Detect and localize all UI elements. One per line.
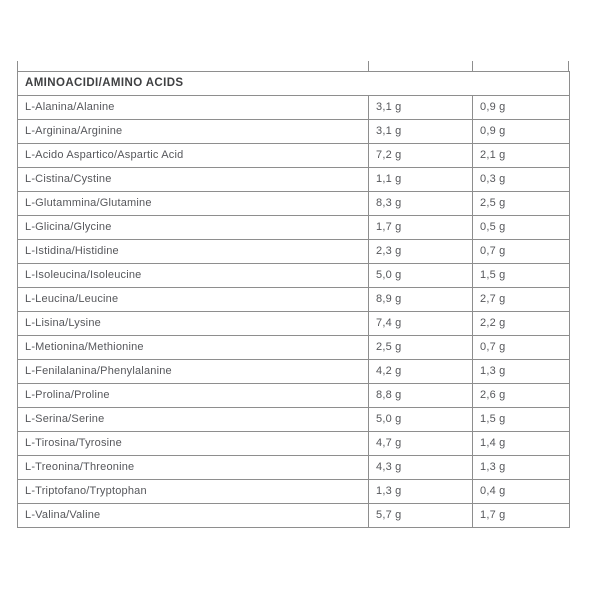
amount-col1-cell: 3,1 g: [369, 120, 473, 144]
amino-acid-name-cell: L-Alanina/Alanine: [18, 96, 369, 120]
amount-col1-cell: 8,3 g: [369, 192, 473, 216]
amount-col2-cell: 2,7 g: [473, 288, 570, 312]
amino-acid-name-cell: L-Triptofano/Tryptophan: [18, 480, 369, 504]
table-row: [18, 144, 570, 168]
amount-col1-cell: 4,7 g: [369, 432, 473, 456]
amino-acid-name-cell: L-Isoleucina/Isoleucine: [18, 264, 369, 288]
amino-acid-name-cell: L-Fenilalanina/Phenylalanine: [18, 360, 369, 384]
amount-col2-cell: 1,7 g: [473, 504, 570, 528]
table-row: [18, 456, 570, 480]
amino-acid-name-cell: L-Serina/Serine: [18, 408, 369, 432]
table-row: [18, 312, 570, 336]
amount-col2-cell: 2,6 g: [473, 384, 570, 408]
table-row: [18, 192, 570, 216]
amount-col2-cell: 1,3 g: [473, 360, 570, 384]
amino-acid-name-cell: L-Lisina/Lysine: [18, 312, 369, 336]
amount-col2-cell: 2,1 g: [473, 144, 570, 168]
table-header: AMINOACIDI/AMINO ACIDS: [18, 72, 570, 96]
amount-col2-cell: 1,3 g: [473, 456, 570, 480]
amino-acid-name-cell: L-Metionina/Methionine: [18, 336, 369, 360]
amino-acid-name-cell: L-Treonina/Threonine: [18, 456, 369, 480]
amino-acid-name-cell: L-Tirosina/Tyrosine: [18, 432, 369, 456]
amount-col1-cell: 7,4 g: [369, 312, 473, 336]
amount-col2-cell: 0,4 g: [473, 480, 570, 504]
table-row: [18, 168, 570, 192]
amount-col1-cell: 7,2 g: [369, 144, 473, 168]
amino-acid-name-cell: L-Cistina/Cystine: [18, 168, 369, 192]
amino-acid-name-cell: L-Arginina/Arginine: [18, 120, 369, 144]
table-row: [18, 264, 570, 288]
table-row: [18, 408, 570, 432]
amount-col1-cell: 2,5 g: [369, 336, 473, 360]
table-row: [18, 96, 570, 120]
amino-acid-name-cell: L-Glicina/Glycine: [18, 216, 369, 240]
amino-acid-name-cell: L-Istidina/Histidine: [18, 240, 369, 264]
amount-col2-cell: 0,9 g: [473, 96, 570, 120]
amount-col1-cell: 8,8 g: [369, 384, 473, 408]
table-header-row: [18, 72, 570, 96]
table-row: [18, 384, 570, 408]
amount-col2-cell: 0,7 g: [473, 240, 570, 264]
amount-col1-cell: 5,0 g: [369, 408, 473, 432]
amino-acid-name-cell: L-Leucina/Leucine: [18, 288, 369, 312]
amount-col1-cell: 1,3 g: [369, 480, 473, 504]
amount-col1-cell: 5,7 g: [369, 504, 473, 528]
table-row: [18, 216, 570, 240]
table-row: [18, 336, 570, 360]
table-row: [18, 288, 570, 312]
amount-col2-cell: 2,5 g: [473, 192, 570, 216]
table-row: [18, 120, 570, 144]
amount-col2-cell: 0,3 g: [473, 168, 570, 192]
amount-col1-cell: 1,7 g: [369, 216, 473, 240]
table-row: [18, 360, 570, 384]
amount-col2-cell: 0,5 g: [473, 216, 570, 240]
table-row: [18, 504, 570, 528]
amount-col2-cell: 1,5 g: [473, 408, 570, 432]
amount-col1-cell: 5,0 g: [369, 264, 473, 288]
amount-col2-cell: 2,2 g: [473, 312, 570, 336]
amount-col1-cell: 2,3 g: [369, 240, 473, 264]
amount-col1-cell: 1,1 g: [369, 168, 473, 192]
amount-col2-cell: 1,4 g: [473, 432, 570, 456]
amount-col2-cell: 0,9 g: [473, 120, 570, 144]
amount-col2-cell: 0,7 g: [473, 336, 570, 360]
amino-acid-name-cell: L-Glutammina/Glutamine: [18, 192, 369, 216]
amount-col1-cell: 8,9 g: [369, 288, 473, 312]
amount-col1-cell: 4,3 g: [369, 456, 473, 480]
amount-col2-cell: 1,5 g: [473, 264, 570, 288]
amino-acid-name-cell: L-Acido Aspartico/Aspartic Acid: [18, 144, 369, 168]
amino-acid-name-cell: L-Prolina/Proline: [18, 384, 369, 408]
table-body: [18, 96, 570, 528]
amount-col1-cell: 4,2 g: [369, 360, 473, 384]
table-row: [18, 432, 570, 456]
amino-acid-name-cell: L-Valina/Valine: [18, 504, 369, 528]
amount-col1-cell: 3,1 g: [369, 96, 473, 120]
amino-acids-table: [17, 71, 570, 528]
table-row: [18, 480, 570, 504]
table-row: [18, 240, 570, 264]
